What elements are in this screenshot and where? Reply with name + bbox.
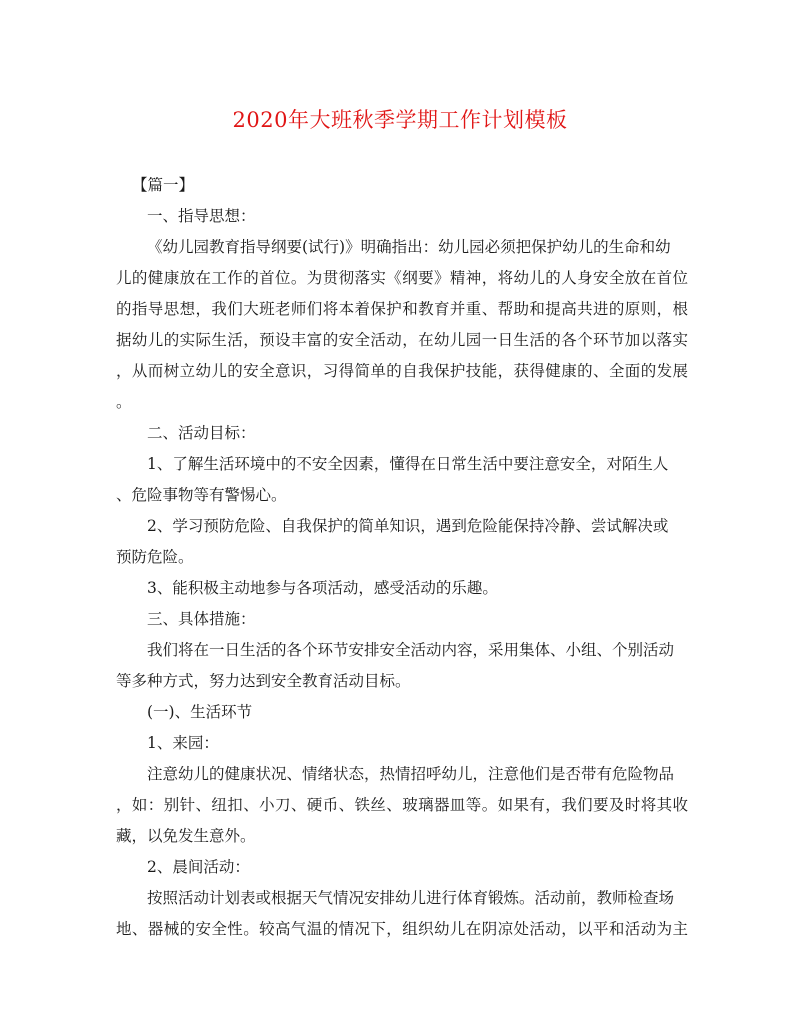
- paragraph-line: 藏，以免发生意外。: [116, 827, 256, 845]
- paragraph-line: 3、能积极主动地参与各项活动，感受活动的乐趣。: [147, 579, 498, 597]
- paragraph-line: 、危险事物等有警惕心。: [116, 486, 287, 504]
- paragraph-line: 地、器械的安全性。较高气温的情况下，组织幼儿在阴凉处活动，以平和活动为主: [116, 920, 688, 938]
- paragraph-line: 注意幼儿的健康状况、情绪状态，热情招呼幼儿，注意他们是否带有危险物品: [147, 765, 675, 783]
- heading-arrival: 1、来园：: [147, 734, 219, 752]
- paragraph-line: 2、学习预防危险、自我保护的简单知识，遇到危险能保持冷静、尝试解决或: [147, 517, 669, 535]
- heading-guiding-thought: 一、指导思想：: [147, 207, 256, 225]
- paragraph-line: ，如：别针、纽扣、小刀、硬币、铁丝、玻璃器皿等。如果有，我们要及时将其收: [116, 796, 688, 814]
- paragraph-line: 1、了解生活环境中的不安全因素，懂得在日常生活中要注意安全，对陌生人: [147, 455, 669, 473]
- section-label-part-one: 【篇一】: [132, 176, 195, 194]
- paragraph-line: 儿的健康放在工作的首位。为贯彻落实《纲要》精神，将幼儿的人身安全放在首位: [116, 269, 688, 287]
- heading-morning-activity: 2、晨间活动：: [147, 858, 250, 876]
- paragraph-line: 的指导思想，我们大班老师们将本着保护和教育并重、帮助和提高共进的原则，根: [116, 300, 688, 318]
- paragraph-line: 预防危险。: [116, 548, 194, 566]
- paragraph-line: 据幼儿的实际生活，预设丰富的安全活动，在幼儿园一日生活的各个环节加以落实: [116, 331, 688, 349]
- paragraph-line: 。: [116, 393, 132, 411]
- paragraph-line: 《幼儿园教育指导纲要(试行)》明确指出：幼儿园必须把保护幼儿的生命和幼: [147, 238, 671, 256]
- heading-specific-measures: 三、具体措施：: [147, 610, 256, 628]
- document-body: [116, 170, 688, 945]
- document-title: 2020年大班秋季学期工作计划模板: [232, 108, 568, 132]
- heading-activity-goals: 二、活动目标：: [147, 424, 256, 442]
- paragraph-line: ，从而树立幼儿的安全意识，习得简单的自我保护技能，获得健康的、全面的发展: [116, 362, 688, 380]
- heading-daily-life: (一)、生活环节: [147, 703, 253, 721]
- paragraph-line: 等多种方式，努力达到安全教育活动目标。: [116, 672, 411, 690]
- paragraph-line: 按照活动计划表或根据天气情况安排幼儿进行体育锻炼。活动前，教师检查场: [147, 889, 675, 907]
- paragraph-line: 我们将在一日生活的各个环节安排安全活动内容，采用集体、小组、个别活动: [147, 641, 675, 659]
